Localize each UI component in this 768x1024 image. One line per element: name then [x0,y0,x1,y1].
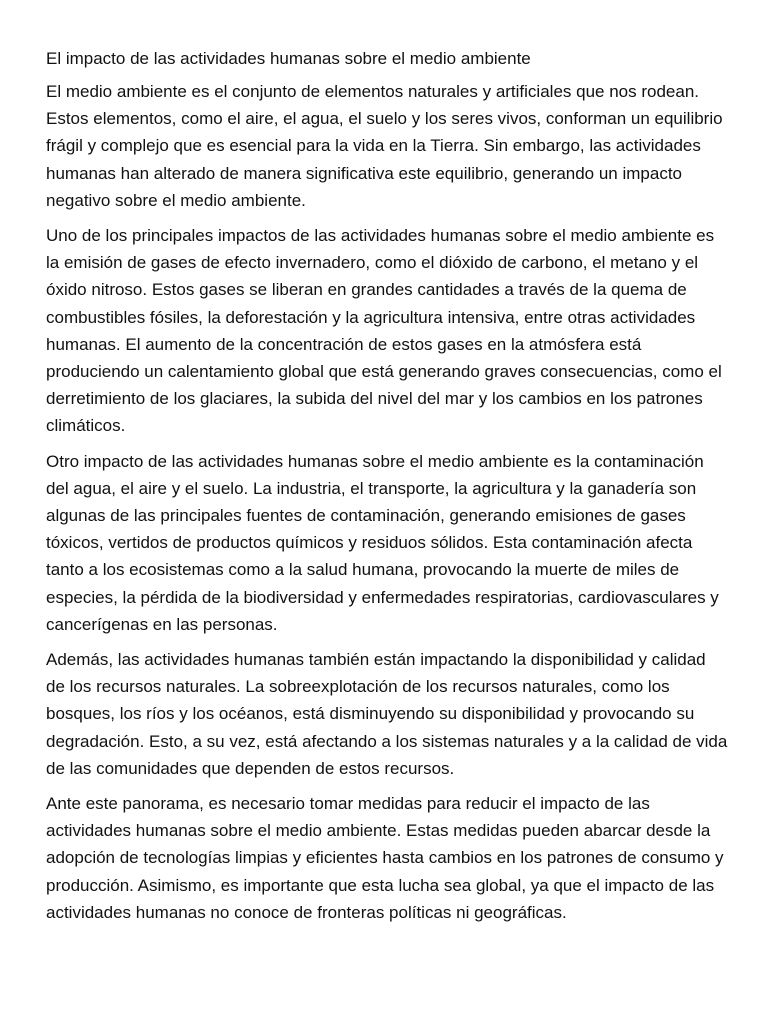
paragraph-2: Uno de los principales impactos de las actividades humanas sobre el medio ambiente es la emisión de gases de efecto invernadero, como el dióxido de carbono, el metano y el óxido nitroso. Estos gases se liberan en grandes cantidades a través de la quema de combustibles fósiles, la deforestación y la agricultura intensiva, entre otras actividades humanas. El aumento de la concentración de estos gases en la atmósfera está produciendo un calentamiento global que está generando graves consecuencias, como el derretimiento de los glaciares, la subida del nivel del mar y los cambios en los patrones climáticos. [46,226,722,436]
paragraph-1: El medio ambiente es el conjunto de elementos naturales y artificiales que nos rodean. Estos elementos, como el aire, el agua, el suelo y los seres vivos, conforman un equilibrio frágil y complejo que es esencial para la vida en la Tierra. Sin embargo, las actividades humanas han alterado de manera significativa este equilibrio, generando un impacto negativo sobre el medio ambiente. [46,82,723,210]
paragraph-5: Ante este panorama, es necesario tomar medidas para reducir el impacto de las actividades humanas sobre el medio ambiente. Estas medidas pueden abarcar desde la adopción de tecnologías limpias y eficientes hasta cambios en los patrones de consumo y producción. Asimismo, es importante que esta lucha sea global, ya que el impacto de las actividades humanas no conoce de fronteras políticas ni geográficas. [46,794,724,922]
document-title: El impacto de las actividades humanas sobre el medio ambiente [46,49,531,68]
paragraph-3: Otro impacto de las actividades humanas sobre el medio ambiente es la contaminación del agua, el aire y el suelo. La industria, el transporte, la agricultura y la ganadería son algunas de las principales fuentes de contaminación, generando emisiones de gases tóxicos, vertidos de productos químicos y residuos sólidos. Esta contaminación afecta tanto a los ecosistemas como a la salud humana, provocando la muerte de miles de especies, la pérdida de la biodiversidad y enfermedades respiratorias, cardiovasculares y cancerígenas en las personas. [46,451,719,634]
paragraph-4: Además, las actividades humanas también están impactando la disponibilidad y calidad de los recursos naturales. La sobreexplotación de los recursos naturales, como los bosques, los ríos y los océanos, está disminuyendo su disponibilidad y provocando su degradación. Esto, a su vez, está afectando a los sistemas naturales y a la calidad de vida de las comunidades que dependen de estos recursos. [46,650,728,778]
